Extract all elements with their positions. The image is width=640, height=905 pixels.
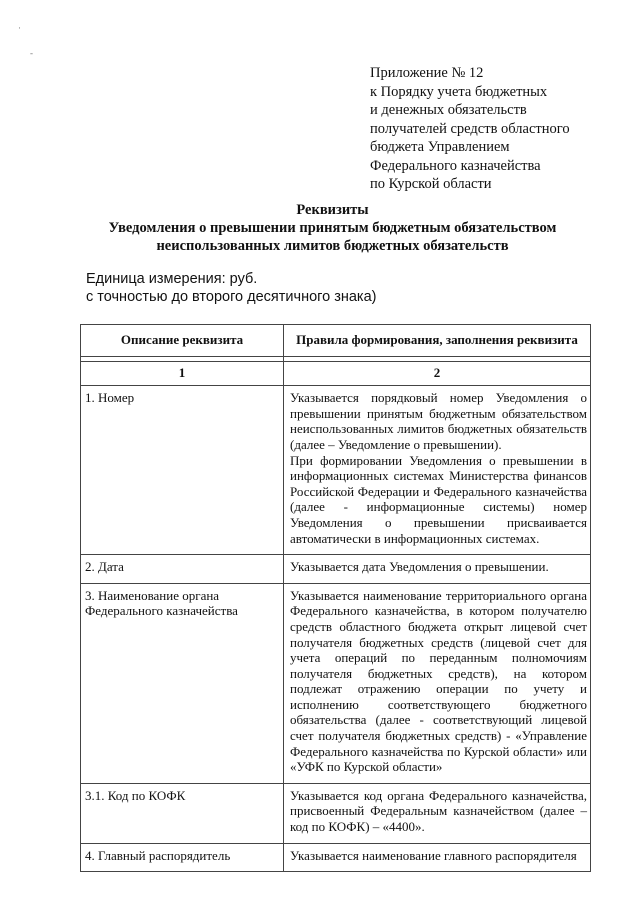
requisite-rule [284, 386, 591, 555]
appendix-line: бюджета Управлением [370, 139, 510, 155]
table-row [81, 386, 591, 555]
requisite-rule: Указывается код органа Федерального казначейства, присвоенный Федеральным казначейством (далее – код по КОФК) – «4400». [284, 783, 591, 843]
requisite-name: 2. Дата [81, 555, 284, 584]
title-line: Уведомления о превышении принятым бюджетным обязательством [108, 220, 557, 236]
appendix-header [370, 64, 620, 194]
rule-paragraph: Указывается порядковый номер Уведомления о превышении принятым бюджетным обязательством неиспользованных лимитов бюджетных обязательств (далее – Уведомление о превышении). [290, 390, 587, 452]
requisite-name: 3.1. Код по КОФК [81, 783, 284, 843]
title-line: неиспользованных лимитов бюджетных обязательств [156, 238, 509, 254]
table-row [81, 583, 591, 783]
column-number: 2 [284, 361, 591, 386]
table-header-row [81, 325, 591, 357]
table-row [81, 843, 591, 872]
column-header: Описание реквизита [81, 325, 284, 357]
appendix-line: к Порядку учета бюджетных [370, 83, 548, 100]
requisite-rule: Указывается наименование главного распорядителя [284, 843, 591, 872]
appendix-line: Федерального казначейства [370, 157, 541, 174]
requisite-name: 4. Главный распорядитель [81, 843, 284, 872]
rule-paragraph: При формировании Уведомления о превышении в информационных системах Министерства финансов Российской Федерации и Федерального казначейства (далее - информационные системы) номер Уведомления о превышении присваивается автоматически в информационных системах. [290, 452, 587, 546]
requisite-name: 3. Наименование органа Федерального казначейства [81, 583, 284, 783]
requisites-table [80, 324, 591, 872]
units-line: с точностью до второго десятичного знака) [86, 289, 377, 305]
column-header: Правила формирования, заполнения реквизита [284, 325, 591, 357]
appendix-line: получателей средств областного [370, 120, 570, 137]
title-line: Реквизиты [296, 202, 369, 218]
scan-speck: - [30, 48, 33, 58]
scan-speck: · [18, 23, 21, 33]
appendix-line: и денежных обязательств [370, 102, 527, 118]
document-title [60, 201, 605, 255]
units-note [86, 270, 376, 306]
appendix-line: по Курской области [370, 176, 492, 192]
requisite-rule: Указывается наименование территориального органа Федерального казначейства, в котором получателю средств областного бюджета открыт лицевой счет получателя бюджетных средств (лицевой счет для учета операций по переданным полномочиям получателя бюджетных средств), на котором подлежат отражению операции по учету и исполнению соответствующего бюджетного обязательства (далее - соответствующий лицевой счет получателя бюджетных средств) - «Управление Федерального казначейства по Курской области» или «УФК по Курской области» [284, 583, 591, 783]
units-line: Единица измерения: руб. [86, 271, 258, 287]
column-number-row [81, 361, 591, 386]
table-row [81, 555, 591, 584]
table-row [81, 783, 591, 843]
requisite-name: 1. Номер [81, 386, 284, 555]
requisite-rule: Указывается дата Уведомления о превышении. [284, 555, 591, 584]
appendix-line: Приложение № 12 [370, 65, 484, 81]
column-number: 1 [81, 361, 284, 386]
